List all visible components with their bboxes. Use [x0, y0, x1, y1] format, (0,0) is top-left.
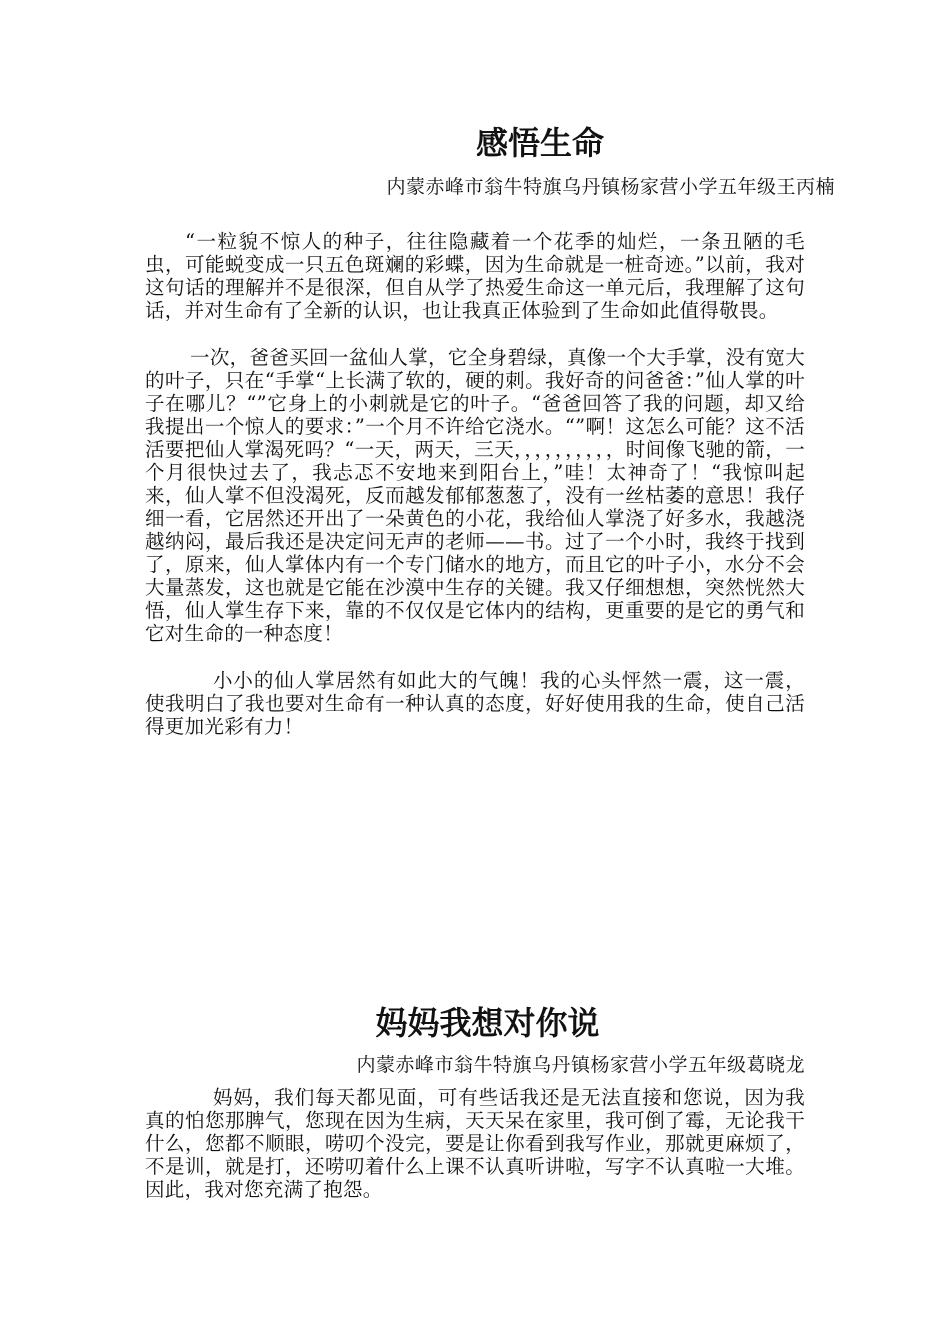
essay-paragraph: “一粒貌不惊人的种子，往往隐藏着一个花季的灿烂，一条丑陋的毛虫，可能蜕变成一只五色斑斓的彩蝶，因为生命就是一桩奇迹。”以前，我对这句话的理解并不是很深，但自从学了热爱生命这一单元后，我理解了这句话，并对生命有了全新的认识，也让我真正体验到了生命如此值得敬畏。 [145, 230, 805, 322]
essay-paragraph: 妈妈，我们每天都见面，可有些话我还是无法直接和您说，因为我真的怕您那脾气，您现在因为生病，天天呆在家里，我可倒了霉，无论我干什么，您都不顺眼，唠叨个没完，要是让你看到我写作业，那就更麻烦了，不是训，就是打，还唠叨着什么上课不认真听讲啦，写字不认真啦一大堆。因此，我对您充满了抱怨。 [145, 1086, 805, 1201]
essay-paragraph: 一次，爸爸买回一盆仙人掌，它全身碧绿，真像一个大手掌，没有宽大的叶子，只在“手掌“上长满了软的，硬的刺。我好奇的问爸爸：”仙人掌的叶子在哪儿？“”它身上的小刺就是它的叶子。“爸爸回答了我的问题，却又给我提出一个惊人的要求：”一个月不许给它浇水。“”啊！这怎么可能？这不活活要把仙人掌渴死吗？“一天，两天，三天，，，，，，，，，，时间像飞驰的箭，一个月很快过去了，我忐忑不安地来到阳台上，”哇！太神奇了！“我惊叫起来，仙人掌不但没渴死，反而越发郁郁葱葱了，没有一丝枯萎的意思！我仔细一看，它居然还开出了一朵黄色的小花，我给仙人掌浇了好多水，我越浇越纳闷，最后我还是决定问无声的老师——书。过了一个小时，我终于找到了，原来，仙人掌体内有一个专门储水的地方，而且它的叶子小，水分不会大量蒸发，这也就是它能在沙漠中生存的关键。我又仔细想想，突然恍然大悟，仙人掌生存下来，靠的不仅仅是它体内的结构，更重要的是它的勇气和它对生命的一种态度！ [145, 346, 805, 645]
essay-author-line: 内蒙赤峰市翁牛特旗乌丹镇杨家营小学五年级葛晓龙 [356, 1054, 805, 1076]
essay-title: 妈妈我想对你说 [375, 1004, 600, 1042]
essay-paragraph: 小小的仙人掌居然有如此大的气魄！我的心头怦然一震，这一震，使我明白了我也要对生命有一种认真的态度，好好使用我的生命，使自己活得更加光彩有力！ [145, 669, 805, 738]
essay-author-line: 内蒙赤峰市翁牛特旗乌丹镇杨家营小学五年级王丙楠 [386, 176, 835, 198]
essay-gan-wu-sheng-ming [145, 120, 835, 738]
essay-title: 感悟生命 [475, 124, 604, 162]
essay-ma-ma-wo-xiang-dui-ni-shuo [145, 1000, 805, 1201]
